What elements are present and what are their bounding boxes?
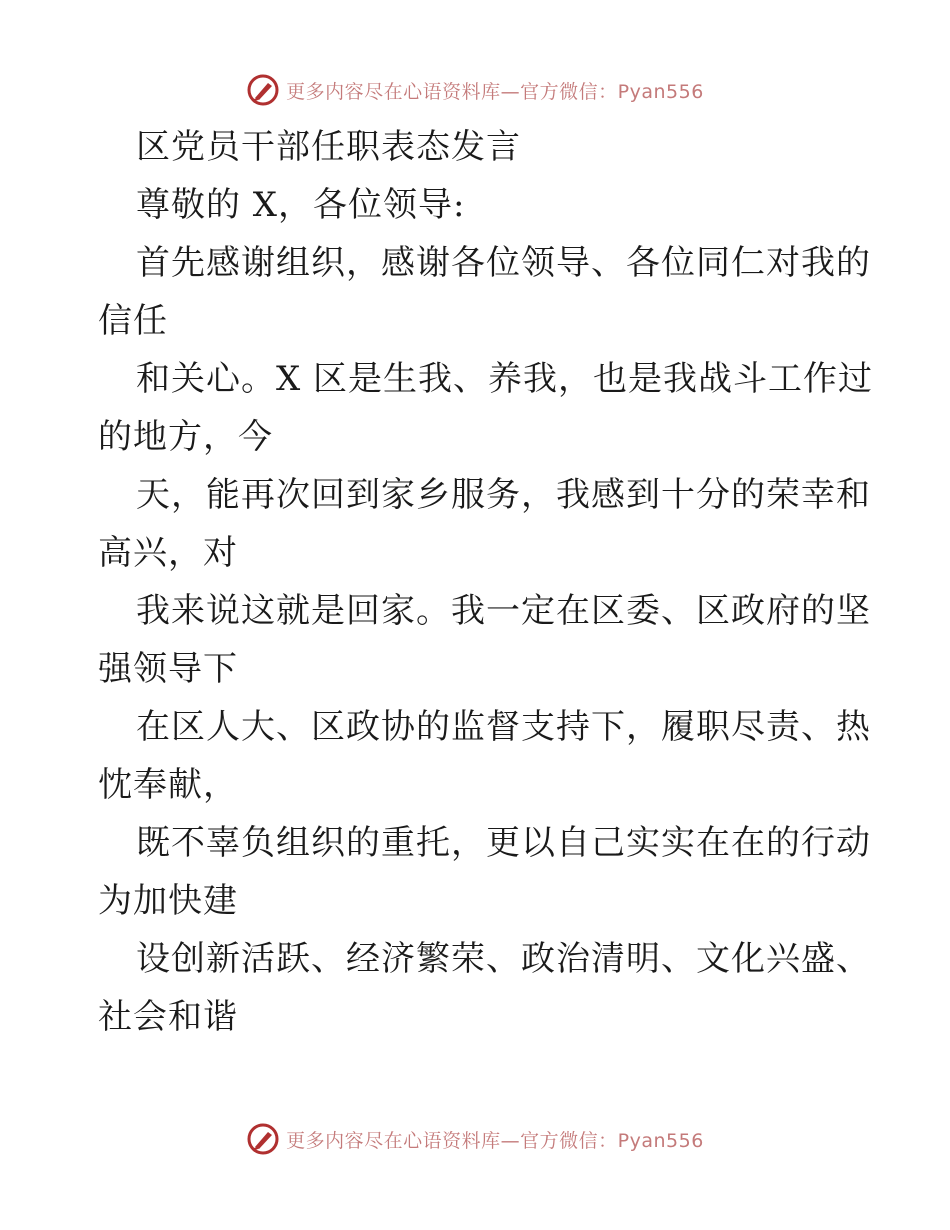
doc-line-13: 既不辜负组织的重托，更以自己实实在在的行动 bbox=[136, 823, 871, 863]
quill-logo-icon bbox=[246, 73, 280, 107]
doc-line-15: 设创新活跃、经济繁荣、政治清明、文化兴盛、 bbox=[136, 939, 871, 979]
doc-line-10: 强领导下 bbox=[98, 649, 238, 689]
doc-line-7: 天，能再次回到家乡服务，我感到十分的荣幸和 bbox=[136, 475, 871, 515]
doc-line-6: 的地方，今 bbox=[98, 417, 273, 457]
document-body bbox=[98, 118, 874, 1046]
doc-line-16: 社会和谐 bbox=[98, 997, 238, 1037]
quill-logo-icon bbox=[246, 1122, 280, 1156]
doc-line-9: 我来说这就是回家。我一定在区委、区政府的坚 bbox=[136, 591, 871, 631]
doc-line-14: 为加快建 bbox=[98, 881, 238, 921]
doc-line-11: 在区人大、区政协的监督支持下，履职尽责、热 bbox=[136, 707, 871, 747]
doc-line-12: 忱奉献， bbox=[98, 765, 238, 805]
watermark-text: 更多内容尽在心语资料库—官方微信：Pyan556 bbox=[286, 1129, 704, 1152]
watermark-footer bbox=[0, 1119, 950, 1159]
watermark-text: 更多内容尽在心语资料库—官方微信：Pyan556 bbox=[286, 80, 704, 103]
doc-line-3: 首先感谢组织，感谢各位领导、各位同仁对我的 bbox=[136, 243, 871, 283]
doc-line-5: 和关心。X 区是生我、养我，也是我战斗工作过 bbox=[136, 359, 874, 399]
doc-line-2: 尊敬的 X，各位领导: bbox=[136, 185, 466, 225]
doc-line-4: 信任 bbox=[98, 301, 168, 341]
doc-line-8: 高兴，对 bbox=[98, 533, 238, 573]
doc-line-1: 区党员干部任职表态发言 bbox=[136, 127, 521, 167]
watermark-header bbox=[0, 70, 950, 110]
